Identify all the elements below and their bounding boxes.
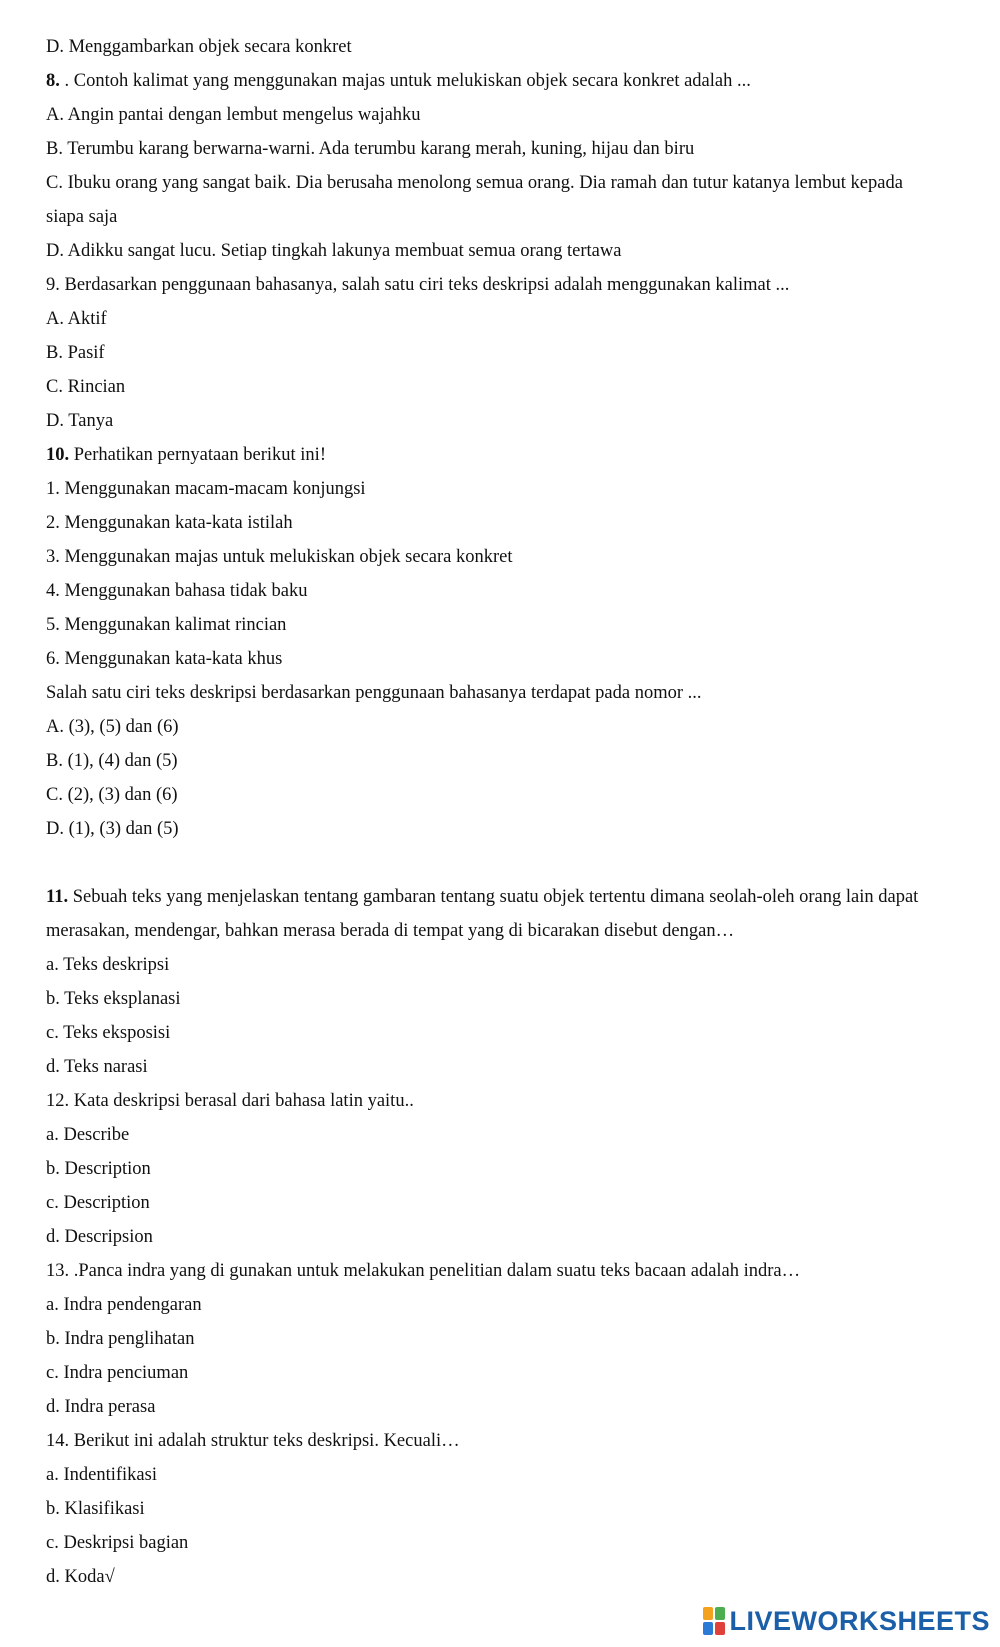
- option: d. Teks narasi: [46, 1057, 148, 1077]
- option: B. Terumbu karang berwarna-warni. Ada terumbu karang merah, kuning, hijau dan biru: [46, 139, 695, 159]
- liveworksheets-logo-icon: [703, 1607, 725, 1635]
- option: d. Descripsion: [46, 1227, 153, 1247]
- statement: 2. Menggunakan kata-kata istilah: [46, 513, 293, 533]
- option: B. (1), (4) dan (5): [46, 751, 178, 771]
- option: d. Koda√: [46, 1567, 115, 1587]
- option: A. (3), (5) dan (6): [46, 717, 179, 737]
- text-line: D. Menggambarkan objek secara konkret: [46, 37, 352, 57]
- option: D. (1), (3) dan (5): [46, 819, 179, 839]
- question-8: 8. . Contoh kalimat yang menggunakan majas untuk melukiskan objek secara konkret adalah ...: [46, 71, 751, 91]
- option: b. Description: [46, 1159, 151, 1179]
- option: C. Rincian: [46, 377, 126, 397]
- option-continued: siapa saja: [46, 207, 118, 227]
- option: C. Ibuku orang yang sangat baik. Dia berusaha menolong semua orang. Dia ramah dan tutur katanya lembut kepada: [46, 173, 903, 193]
- option: c. Indra penciuman: [46, 1363, 189, 1383]
- brand-name: LIVEWORKSHEETS: [729, 1605, 990, 1636]
- option: b. Klasifikasi: [46, 1499, 145, 1519]
- option: C. (2), (3) dan (6): [46, 785, 178, 805]
- liveworksheets-logo[interactable]: [703, 1604, 990, 1638]
- statement: 3. Menggunakan majas untuk melukiskan objek secara konkret: [46, 547, 513, 567]
- question-13: 13. .Panca indra yang di gunakan untuk melakukan penelitian dalam suatu teks bacaan adalah indra…: [46, 1261, 801, 1281]
- option: B. Pasif: [46, 343, 105, 363]
- question-number: 11.: [46, 887, 69, 907]
- option: c. Teks eksposisi: [46, 1023, 171, 1043]
- question-11: 11. Sebuah teks yang menjelaskan tentang gambaran tentang suatu objek tertentu dimana seolah-oleh orang lain dapat: [46, 887, 919, 907]
- question-number: 8.: [46, 71, 60, 91]
- option: b. Indra penglihatan: [46, 1329, 195, 1349]
- option: a. Indentifikasi: [46, 1465, 157, 1485]
- option: a. Teks deskripsi: [46, 955, 170, 975]
- option: A. Aktif: [46, 309, 107, 329]
- option: D. Adikku sangat lucu. Setiap tingkah lakunya membuat semua orang tertawa: [46, 241, 622, 261]
- question-number: 10.: [46, 445, 70, 465]
- statement: 5. Menggunakan kalimat rincian: [46, 615, 287, 635]
- option: D. Tanya: [46, 411, 114, 431]
- option: A. Angin pantai dengan lembut mengelus wajahku: [46, 105, 421, 125]
- option: c. Description: [46, 1193, 150, 1213]
- option: d. Indra perasa: [46, 1397, 156, 1417]
- question-9: 9. Berdasarkan penggunaan bahasanya, salah satu ciri teks deskripsi adalah menggunakan kalimat ...: [46, 275, 790, 295]
- option: a. Indra pendengaran: [46, 1295, 202, 1315]
- statement: 4. Menggunakan bahasa tidak baku: [46, 581, 308, 601]
- question-prompt: Salah satu ciri teks deskripsi berdasarkan penggunaan bahasanya terdapat pada nomor ...: [46, 683, 702, 703]
- question-12: 12. Kata deskripsi berasal dari bahasa latin yaitu..: [46, 1091, 414, 1111]
- option: b. Teks eksplanasi: [46, 989, 181, 1009]
- option: c. Deskripsi bagian: [46, 1533, 189, 1553]
- statement: 6. Menggunakan kata-kata khus: [46, 649, 283, 669]
- question-continued: merasakan, mendengar, bahkan merasa berada di tempat yang di bicarakan disebut dengan…: [46, 921, 735, 941]
- question-10: 10. Perhatikan pernyataan berikut ini!: [46, 445, 326, 465]
- question-14: 14. Berikut ini adalah struktur teks deskripsi. Kecuali…: [46, 1431, 460, 1451]
- option: a. Describe: [46, 1125, 130, 1145]
- statement: 1. Menggunakan macam-macam konjungsi: [46, 479, 366, 499]
